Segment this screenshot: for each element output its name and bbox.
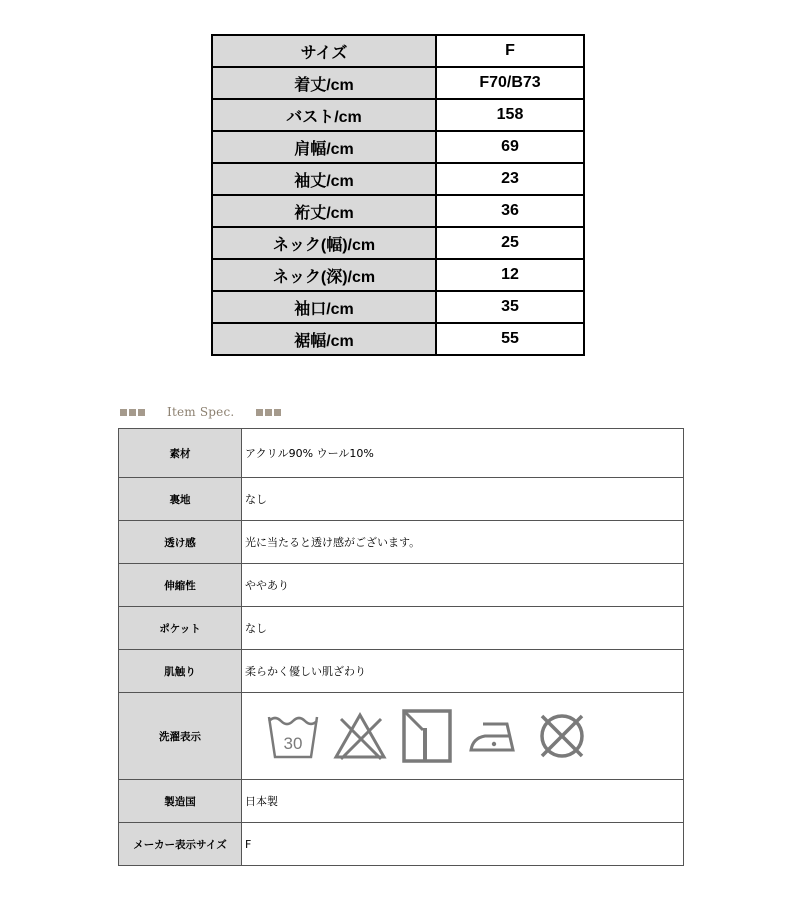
size-row-label: ネック(深)/cm bbox=[212, 259, 436, 291]
square-icon bbox=[265, 409, 272, 416]
size-row-label: 袖丈/cm bbox=[212, 163, 436, 195]
spec-label: 透け感 bbox=[119, 521, 242, 564]
square-icon bbox=[129, 409, 136, 416]
spec-label: メーカー表示サイズ bbox=[119, 823, 242, 866]
size-row bbox=[212, 323, 584, 355]
spec-row bbox=[119, 607, 684, 650]
line-dry-shade-icon bbox=[401, 708, 453, 764]
size-row-value: 12 bbox=[436, 259, 584, 291]
size-row bbox=[212, 195, 584, 227]
size-header-value: F bbox=[436, 35, 584, 67]
size-row-label: 袖口/cm bbox=[212, 291, 436, 323]
spec-value: なし bbox=[242, 607, 684, 650]
square-icon bbox=[120, 409, 127, 416]
decorative-squares bbox=[256, 409, 281, 416]
size-row-label: 裄丈/cm bbox=[212, 195, 436, 227]
wash-tub-30-icon bbox=[267, 711, 319, 761]
size-row-value: 25 bbox=[436, 227, 584, 259]
item-spec-header bbox=[120, 402, 281, 422]
spec-value: アクリル90% ウール10% bbox=[242, 429, 684, 478]
spec-row bbox=[119, 650, 684, 693]
size-row bbox=[212, 291, 584, 323]
size-row-label: 肩幅/cm bbox=[212, 131, 436, 163]
iron-low-icon bbox=[467, 716, 521, 756]
size-row-value: 23 bbox=[436, 163, 584, 195]
spec-label: 製造国 bbox=[119, 780, 242, 823]
no-bleach-icon bbox=[333, 711, 387, 761]
size-row bbox=[212, 259, 584, 291]
care-symbols bbox=[245, 708, 683, 764]
size-row-label: 裾幅/cm bbox=[212, 323, 436, 355]
size-row bbox=[212, 131, 584, 163]
spec-row bbox=[119, 429, 684, 478]
size-row-value: 69 bbox=[436, 131, 584, 163]
size-row-value: 36 bbox=[436, 195, 584, 227]
size-row-label: 着丈/cm bbox=[212, 67, 436, 99]
spec-value: F bbox=[242, 823, 684, 866]
size-table bbox=[211, 34, 585, 356]
spec-label: ポケット bbox=[119, 607, 242, 650]
spec-value: 日本製 bbox=[242, 780, 684, 823]
wash-temperature: 30 bbox=[283, 734, 303, 753]
spec-value: なし bbox=[242, 478, 684, 521]
no-dry-clean-icon bbox=[535, 709, 589, 763]
spec-label: 素材 bbox=[119, 429, 242, 478]
size-row bbox=[212, 227, 584, 259]
size-row-value: F70/B73 bbox=[436, 67, 584, 99]
spec-label: 裏地 bbox=[119, 478, 242, 521]
spec-label: 洗濯表示 bbox=[119, 693, 242, 780]
spec-row bbox=[119, 780, 684, 823]
decorative-squares bbox=[120, 409, 145, 416]
size-row-value: 55 bbox=[436, 323, 584, 355]
spec-row-care bbox=[119, 693, 684, 780]
spec-row bbox=[119, 521, 684, 564]
size-header-row bbox=[212, 35, 584, 67]
size-row-value: 158 bbox=[436, 99, 584, 131]
size-row bbox=[212, 99, 584, 131]
spec-value: ややあり bbox=[242, 564, 684, 607]
item-spec-table bbox=[118, 428, 684, 866]
size-row-label: ネック(幅)/cm bbox=[212, 227, 436, 259]
spec-value: 柔らかく優しい肌ざわり bbox=[242, 650, 684, 693]
size-row-label: バスト/cm bbox=[212, 99, 436, 131]
size-row-value: 35 bbox=[436, 291, 584, 323]
square-icon bbox=[138, 409, 145, 416]
size-row bbox=[212, 163, 584, 195]
size-header-label: サイズ bbox=[212, 35, 436, 67]
spec-value: 光に当たると透け感がございます。 bbox=[242, 521, 684, 564]
item-spec-title: Item Spec. bbox=[167, 405, 235, 419]
spec-row bbox=[119, 823, 684, 866]
square-icon bbox=[256, 409, 263, 416]
care-symbols-cell bbox=[242, 693, 684, 780]
spec-row bbox=[119, 478, 684, 521]
spec-row bbox=[119, 564, 684, 607]
size-row bbox=[212, 67, 584, 99]
spec-label: 伸縮性 bbox=[119, 564, 242, 607]
square-icon bbox=[274, 409, 281, 416]
spec-label: 肌触り bbox=[119, 650, 242, 693]
